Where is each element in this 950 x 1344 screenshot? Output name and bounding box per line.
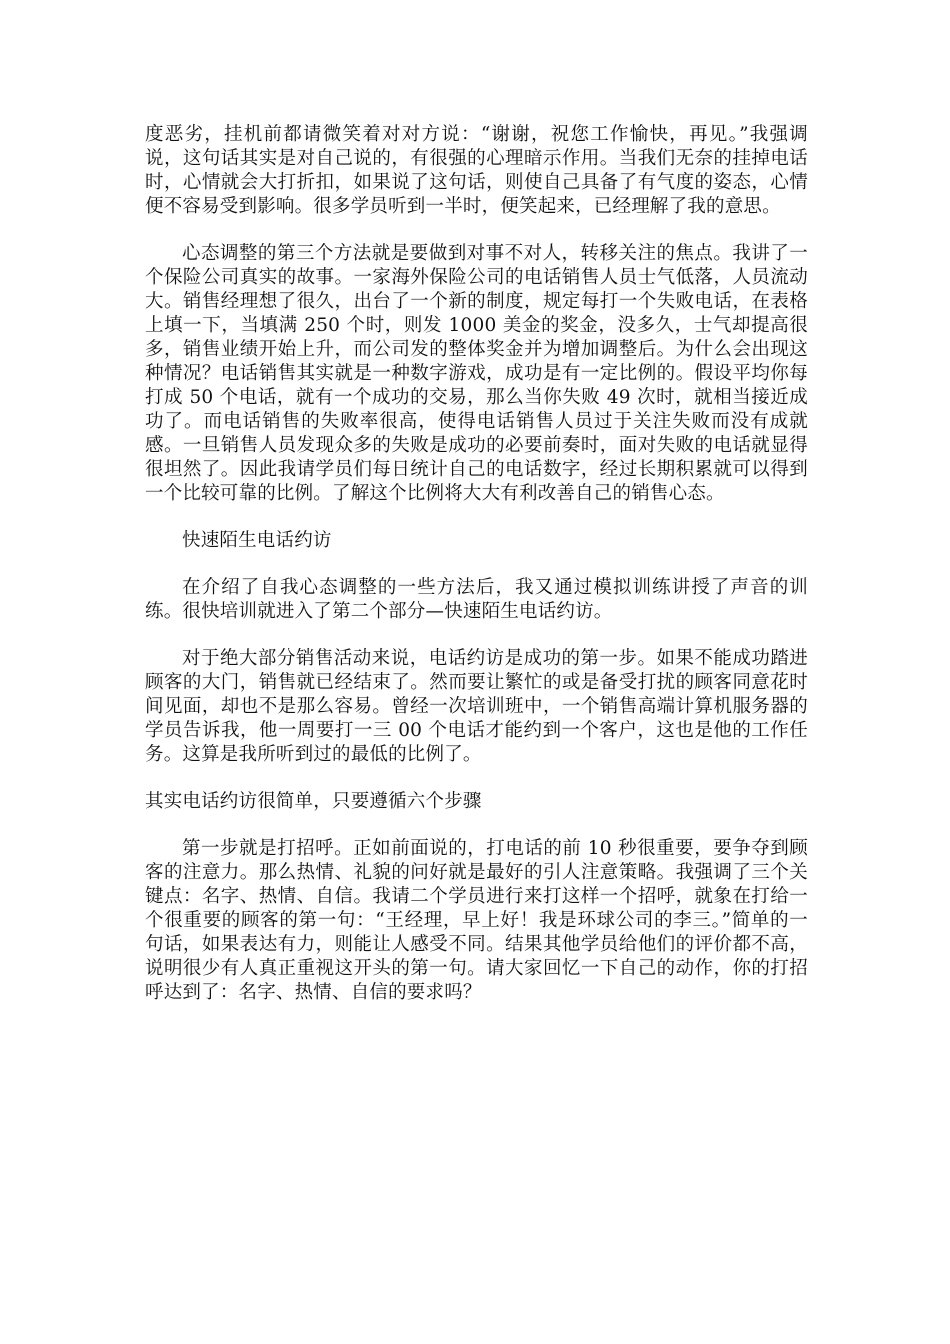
document-page xyxy=(145,123,808,1028)
paragraph-phone-appointment: 对于绝大部分销售活动来说，电话约访是成功的第一步。如果不能成功踏进顾客的大门，销售就已经结束了。然而要让繁忙的或是备受打扰的顾客同意花时间见面，却也不是那么容易。曾经一次培训班中，一个销售高端计算机服务器的学员告诉我，他一周要打一三 00 个电话才能约到一个客户，这也是他的工作任务。这算是我所听到过的最低的比例了。 xyxy=(145,648,808,765)
paragraph-intro-part-two: 在介绍了自我心态调整的一些方法后，我又通过模拟训练讲授了声音的训练。很快培训就进入了第二个部分—快速陌生电话约访。 xyxy=(145,577,808,622)
section-heading-six-steps: 其实电话约访很简单，只要遵循六个步骤 xyxy=(145,791,482,812)
paragraph-closing-remark: 度恶劣，挂机前都请微笑着对对方说：“谢谢，祝您工作愉快，再见。”我强调说，这句话其实是对自己说的，有很强的心理暗示作用。当我们无奈的挂掉电话时，心情就会大打折扣，如果说了这句话，则使自己具备了有气度的姿态，心情便不容易受到影响。很多学员听到一半时，便笑起来，已经理解了我的意思。 xyxy=(145,124,808,217)
paragraph-third-method: 心态调整的第三个方法就是要做到对事不对人，转移关注的焦点。我讲了一个保险公司真实的故事。一家海外保险公司的电话销售人员士气低落，人员流动大。销售经理想了很久，出台了一个新的制度，规定每打一个失败电话，在表格上填一下，当填满 250 个时，则发 1000 美金的奖金，没多久，士气却提高很多，销售业绩开始上升，而公司发的整体奖金并为增加调整后。为什么会出现这种情况？电话销售其实就是一种数字游戏，成功是有一定比例的。假设平均你每打成 50 个电话，就有一个成功的交易，那么当你失败 49 次时，就相当接近成功了。而电话销售的失败率很高，使得电话销售人员过于关注失败而没有成就感。一旦销售人员发现众多的失败是成功的必要前奏时，面对失败的电话就显得很坦然了。因此我请学员们每日统计自己的电话数字，经过长期积累就可以得到一个比较可靠的比例。了解这个比例将大大有利改善自己的销售心态。 xyxy=(145,243,808,504)
section-heading-cold-call: 快速陌生电话约访 xyxy=(182,530,332,551)
paragraph-step-one: 第一步就是打招呼。正如前面说的，打电话的前 10 秒很重要，要争夺到顾客的注意力。那么热情、礼貌的问好就是最好的引人注意策略。我强调了三个关键点：名字、热情、自信。我请二个学员进行来打这样一个招呼，就象在打给一个很重要的顾客的第一句：“王经理，早上好！我是环球公司的李三。”简单的一句话，如果表达有力，则能让人感受不同。结果其他学员给他们的评价都不高，说明很少有人真正重视这开头的第一句。请大家回忆一下自己的动作，你的打招呼达到了：名字、热情、自信的要求吗？ xyxy=(145,838,808,1003)
